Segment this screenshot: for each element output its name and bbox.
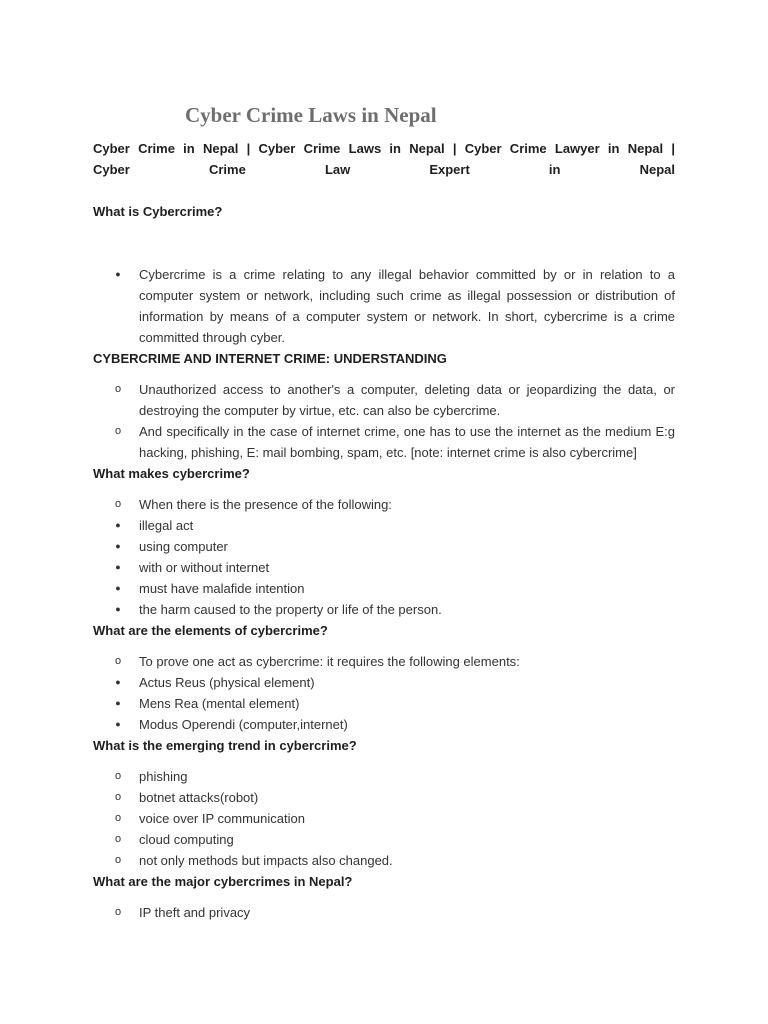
section-heading: What are the major cybercrimes in Nepal? bbox=[93, 874, 353, 889]
list-item: o botnet attacks(robot) bbox=[93, 787, 675, 808]
list-item: o And specifically in the case of internet crime, one has to use the internet as the medium E:g hacking, phishing, E: mail bombing, spam, etc. [note: internet crime is also cybercrime] bbox=[93, 421, 675, 463]
list-item: ● must have malafide intention bbox=[93, 578, 675, 599]
list-item: ● with or without internet bbox=[93, 557, 675, 578]
bullet-dot-icon: ● bbox=[115, 541, 121, 551]
list-item: ● Modus Operendi (computer,internet) bbox=[93, 714, 675, 735]
section-list bbox=[93, 264, 675, 348]
document-title: Cyber Crime Laws in Nepal bbox=[185, 103, 437, 127]
bullet-dot-icon: ● bbox=[115, 520, 121, 530]
list-item: ● illegal act bbox=[93, 515, 675, 536]
list-item: o phishing bbox=[93, 766, 675, 787]
bullet-circle-icon: o bbox=[114, 791, 122, 803]
list-item: o To prove one act as cybercrime: it requires the following elements: bbox=[93, 651, 675, 672]
section-heading: CYBERCRIME AND INTERNET CRIME: UNDERSTANDING bbox=[93, 351, 447, 366]
list-item: o cloud computing bbox=[93, 829, 675, 850]
section-heading: What makes cybercrime? bbox=[93, 466, 250, 481]
bullet-circle-icon: o bbox=[114, 655, 122, 667]
section-list bbox=[93, 902, 675, 923]
list-item: ● Cybercrime is a crime relating to any illegal behavior committed by or in relation to a computer system or network, including such crime as illegal possession or distribution of information by means of a computer system or network. In short, cybercrime is a crime committed through cyber. bbox=[93, 264, 675, 348]
list-item: o When there is the presence of the following: bbox=[93, 494, 675, 515]
bullet-dot-icon: ● bbox=[115, 698, 121, 708]
list-item: ● using computer bbox=[93, 536, 675, 557]
section-list bbox=[93, 766, 675, 871]
bullet-circle-icon: o bbox=[114, 833, 122, 845]
bullet-circle-icon: o bbox=[114, 770, 122, 782]
document-content bbox=[93, 100, 675, 923]
list-item: ● Mens Rea (mental element) bbox=[93, 693, 675, 714]
bullet-dot-icon: ● bbox=[115, 562, 121, 572]
bullet-dot-icon: ● bbox=[115, 677, 121, 687]
keyword-line-1: Cyber Crime in Nepal | Cyber Crime Laws in Nepal | Cyber Crime Lawyer in Nepal | bbox=[93, 141, 675, 156]
section-heading: What is Cybercrime? bbox=[93, 204, 223, 219]
list-item: o IP theft and privacy bbox=[93, 902, 675, 923]
section-list bbox=[93, 379, 675, 463]
bullet-circle-icon: o bbox=[114, 812, 122, 824]
bullet-dot-icon: ● bbox=[115, 583, 121, 593]
list-item: ● Actus Reus (physical element) bbox=[93, 672, 675, 693]
list-item: o Unauthorized access to another's a computer, deleting data or jeopardizing the data, or destroying the computer by virtue, etc. can also be cybercrime. bbox=[93, 379, 675, 421]
section-heading: What are the elements of cybercrime? bbox=[93, 623, 328, 638]
bullet-dot-icon: ● bbox=[115, 269, 121, 279]
list-item: o not only methods but impacts also changed. bbox=[93, 850, 675, 871]
list-item: ● the harm caused to the property or life of the person. bbox=[93, 599, 675, 620]
bullet-circle-icon: o bbox=[114, 383, 122, 395]
section-list bbox=[93, 651, 675, 735]
bullet-circle-icon: o bbox=[114, 906, 122, 918]
bullet-dot-icon: ● bbox=[115, 604, 121, 614]
list-item: o voice over IP communication bbox=[93, 808, 675, 829]
bullet-circle-icon: o bbox=[114, 425, 122, 437]
keyword-line-2: Cyber Crime Law Expert in Nepal bbox=[93, 162, 675, 177]
bullet-circle-icon: o bbox=[114, 854, 122, 866]
section-list bbox=[93, 494, 675, 620]
bullet-dot-icon: ● bbox=[115, 719, 121, 729]
keyword-line bbox=[93, 138, 675, 180]
section-heading: What is the emerging trend in cybercrime? bbox=[93, 738, 357, 753]
bullet-circle-icon: o bbox=[114, 498, 122, 510]
